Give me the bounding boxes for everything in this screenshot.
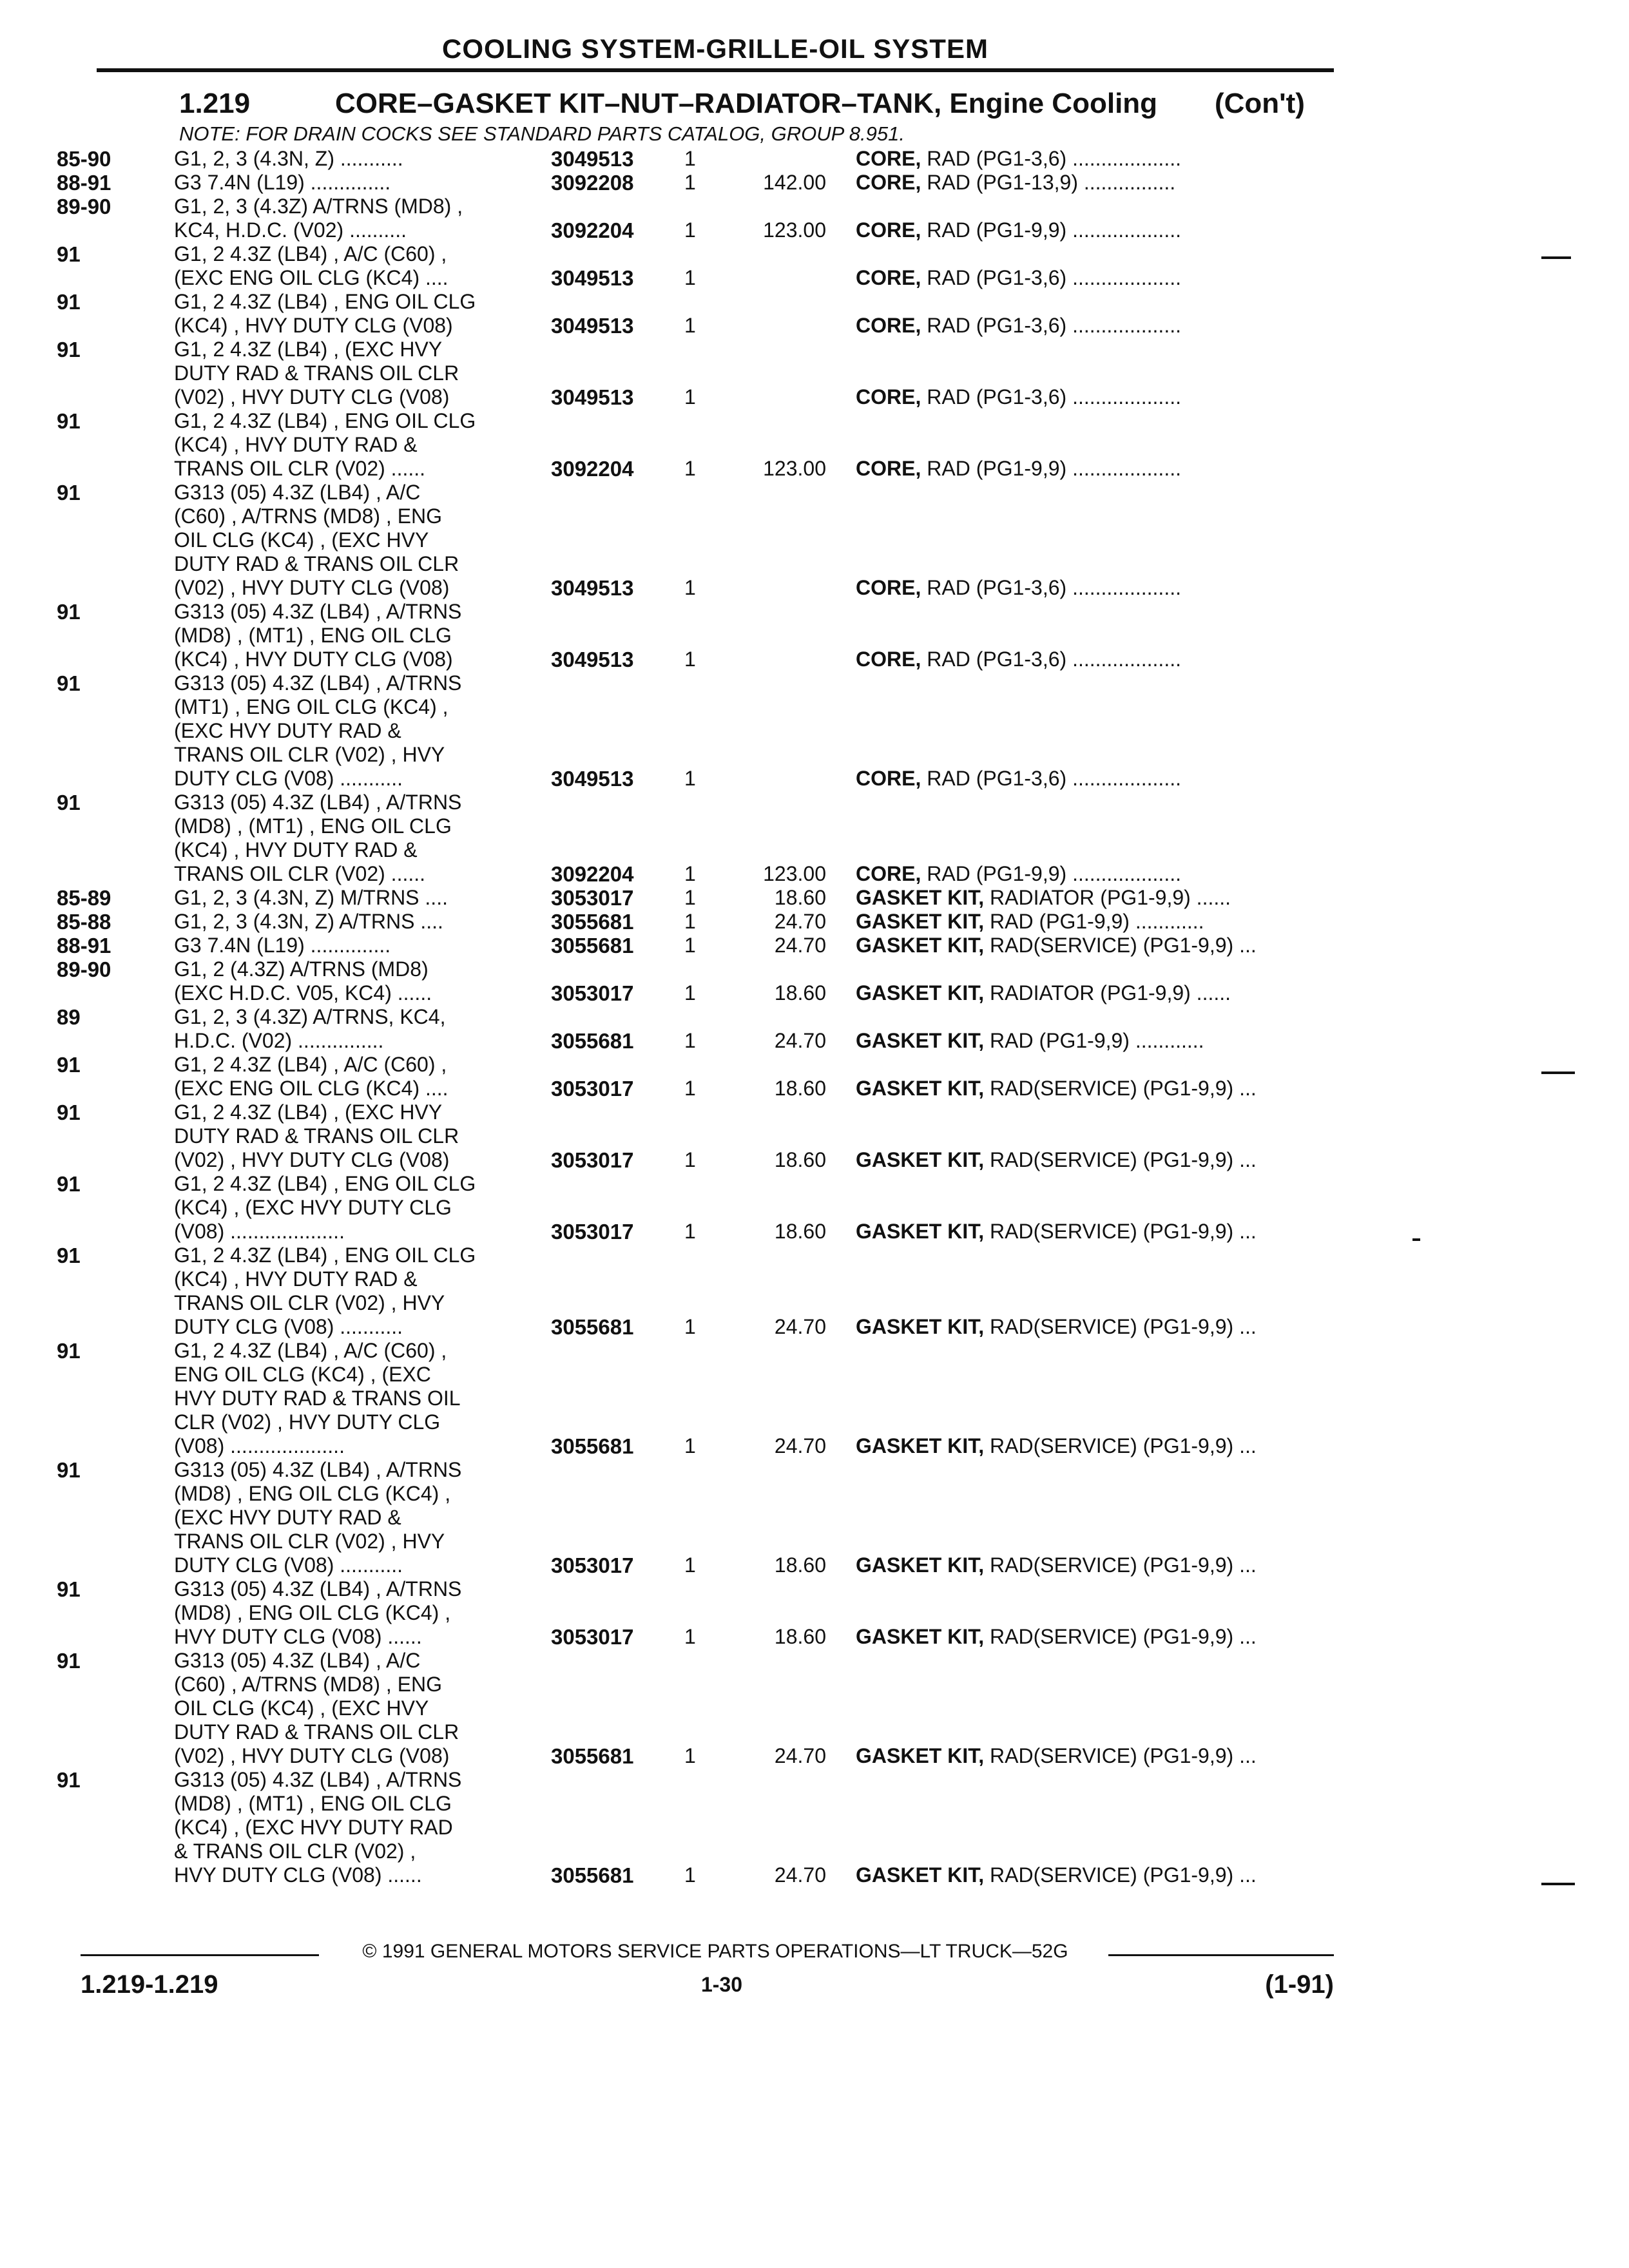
model-year: 91 [57, 1339, 81, 1363]
model-year: 91 [57, 242, 81, 266]
part-name [856, 1148, 1333, 1172]
header-rule [97, 68, 1334, 72]
part-number: 3053017 [551, 1148, 634, 1172]
margin-mark [1412, 1238, 1420, 1241]
model-year: 91 [57, 1577, 81, 1601]
table-row [0, 290, 1629, 338]
quantity: 1 [684, 314, 696, 337]
part-name-detail: RAD (PG1-3,6) ................... [921, 576, 1181, 599]
part-number: 3055681 [551, 910, 634, 934]
part-name [856, 1220, 1333, 1244]
application-description: G313 (05) 4.3Z (LB4) , A/TRNS (MD8) , ENG OIL CLG (KC4) , (EXC HVY DUTY RAD & TRANS OIL CLR (V02) , HVY DUTY CLG (V08) ........... [174, 1458, 462, 1577]
quantity: 1 [684, 218, 696, 242]
model-year: 91 [57, 671, 81, 695]
application-description: G1, 2 4.3Z (LB4) , A/C (C60) , (EXC ENG OIL CLG (KC4) .... [174, 242, 448, 289]
quantity: 1 [684, 266, 696, 289]
part-number: 3053017 [551, 1625, 634, 1649]
part-name-detail: RAD (PG1-9,9) ................... [921, 457, 1181, 480]
part-number: 3055681 [551, 1315, 634, 1339]
part-name-bold: GASKET KIT, [856, 1220, 985, 1243]
price: 24.70 [774, 910, 826, 933]
application-description: G1, 2, 3 (4.3Z) A/TRNS (MD8) , KC4, H.D.C. (V02) .......... [174, 195, 463, 242]
part-name-bold: GASKET KIT, [856, 934, 985, 957]
part-name [856, 147, 1333, 171]
part-name [856, 1077, 1333, 1100]
part-name-bold: GASKET KIT, [856, 981, 985, 1004]
part-name [856, 1625, 1333, 1649]
part-name-bold: CORE, [856, 314, 921, 337]
part-name-bold: CORE, [856, 171, 921, 194]
application-description: G3 7.4N (L19) .............. [174, 171, 391, 194]
part-name-detail: RAD(SERVICE) (PG1-9,9) ... [984, 1553, 1257, 1577]
footer-date: (1-91) [1265, 1970, 1334, 1999]
part-name-detail: RAD (PG1-3,6) ................... [921, 385, 1181, 408]
application-description: G1, 2 (4.3Z) A/TRNS (MD8) (EXC H.D.C. V05, KC4) ...... [174, 957, 432, 1004]
quantity: 1 [684, 1077, 696, 1100]
part-name-bold: CORE, [856, 218, 921, 242]
price: 18.60 [774, 1553, 826, 1577]
quantity: 1 [684, 1625, 696, 1648]
part-name [856, 266, 1333, 290]
model-year: 89 [57, 1005, 81, 1029]
part-number: 3053017 [551, 1220, 634, 1244]
part-name-detail: RAD(SERVICE) (PG1-9,9) ... [984, 1315, 1257, 1338]
table-row [0, 338, 1629, 409]
part-number: 3049513 [551, 385, 634, 409]
quantity: 1 [684, 981, 696, 1004]
model-year: 91 [57, 1053, 81, 1077]
part-name-detail: RAD (PG1-3,6) ................... [921, 648, 1181, 671]
application-description: G1, 2 4.3Z (LB4) , ENG OIL CLG (KC4) , (EXC HVY DUTY CLG (V08) .................... [174, 1172, 476, 1243]
part-number: 3053017 [551, 1077, 634, 1100]
table-row [0, 195, 1629, 242]
part-number: 3055681 [551, 1029, 634, 1053]
application-description: G1, 2 4.3Z (LB4) , ENG OIL CLG (KC4) , HVY DUTY CLG (V08) [174, 290, 476, 337]
price: 18.60 [774, 1220, 826, 1243]
part-name-detail: RAD (PG1-3,6) ................... [921, 767, 1181, 790]
part-name [856, 314, 1333, 338]
price: 142.00 [763, 171, 826, 194]
quantity: 1 [684, 457, 696, 480]
part-name-detail: RAD (PG1-9,9) ................... [921, 862, 1181, 885]
quantity: 1 [684, 934, 696, 957]
part-name [856, 1434, 1333, 1458]
part-name-detail: RAD(SERVICE) (PG1-9,9) ... [984, 1625, 1257, 1648]
page-number: 1-30 [700, 1973, 743, 1996]
model-year: 91 [57, 338, 81, 361]
part-name-bold: GASKET KIT, [856, 1077, 985, 1100]
part-number: 3049513 [551, 576, 634, 600]
quantity: 1 [684, 1434, 696, 1457]
application-description: G313 (05) 4.3Z (LB4) , A/TRNS (MT1) , ENG OIL CLG (KC4) , (EXC HVY DUTY RAD & TRANS OIL CLR (V02) , HVY DUTY CLG (V08) ........... [174, 671, 462, 790]
table-row [0, 147, 1629, 171]
quantity: 1 [684, 862, 696, 885]
model-year: 91 [57, 1768, 81, 1792]
application-description: G1, 2 4.3Z (LB4) , A/C (C60) , (EXC ENG OIL CLG (KC4) .... [174, 1053, 448, 1100]
part-name [856, 1315, 1333, 1339]
part-name [856, 981, 1333, 1005]
table-row [0, 1172, 1629, 1244]
quantity: 1 [684, 576, 696, 599]
application-description: G313 (05) 4.3Z (LB4) , A/C (C60) , A/TRNS (MD8) , ENG OIL CLG (KC4) , (EXC HVY DUTY RAD & TRANS OIL CLR (V02) , HVY DUTY CLG (V08) [174, 1649, 459, 1767]
part-number: 3053017 [551, 981, 634, 1005]
model-year: 88-91 [57, 934, 111, 957]
quantity: 1 [684, 147, 696, 170]
part-number: 3055681 [551, 1863, 634, 1887]
price: 18.60 [774, 886, 826, 909]
part-name-detail: RADIATOR (PG1-9,9) ...... [984, 886, 1231, 909]
application-description: G313 (05) 4.3Z (LB4) , A/C (C60) , A/TRNS (MD8) , ENG OIL CLG (KC4) , (EXC HVY DUTY RAD & TRANS OIL CLR (V02) , HVY DUTY CLG (V08) [174, 481, 459, 599]
footer-rule-left [81, 1954, 319, 1956]
part-name-bold: GASKET KIT, [856, 910, 985, 933]
model-year: 91 [57, 600, 81, 624]
part-number: 3053017 [551, 1553, 634, 1577]
model-year: 85-90 [57, 147, 111, 171]
application-description: G313 (05) 4.3Z (LB4) , A/TRNS (MD8) , (MT1) , ENG OIL CLG (KC4) , (EXC HVY DUTY RAD & TRANS OIL CLR (V02) , HVY DUTY CLG (V08) ...... [174, 1768, 462, 1887]
table-row [0, 171, 1629, 195]
part-name-bold: GASKET KIT, [856, 1863, 985, 1887]
table-row [0, 1649, 1629, 1768]
model-year: 91 [57, 481, 81, 505]
part-name [856, 934, 1333, 957]
part-name [856, 1029, 1333, 1053]
section-continued: (Con't) [1215, 88, 1305, 119]
part-name-bold: GASKET KIT, [856, 1315, 985, 1338]
section-number: 1.219 [179, 88, 251, 119]
part-number: 3049513 [551, 314, 634, 338]
margin-mark [1541, 256, 1571, 259]
part-name [856, 218, 1333, 242]
part-number: 3049513 [551, 266, 634, 290]
table-row [0, 242, 1629, 290]
application-description: G1, 2 4.3Z (LB4) , (EXC HVY DUTY RAD & TRANS OIL CLR (V02) , HVY DUTY CLG (V08) [174, 1100, 459, 1171]
table-row [0, 934, 1629, 957]
part-name-bold: GASKET KIT, [856, 1434, 985, 1457]
table-row [0, 1100, 1629, 1172]
footer-copyright: © 1991 GENERAL MOTORS SERVICE PARTS OPERATIONS—LT TRUCK—52G [362, 1941, 1068, 1962]
part-name-bold: CORE, [856, 648, 921, 671]
part-name [856, 910, 1333, 934]
part-name [856, 385, 1333, 409]
part-name-bold: CORE, [856, 385, 921, 408]
part-name-bold: GASKET KIT, [856, 1625, 985, 1648]
table-row [0, 886, 1629, 910]
part-name-detail: RAD(SERVICE) (PG1-9,9) ... [984, 1744, 1257, 1767]
model-year: 91 [57, 290, 81, 314]
model-year: 85-88 [57, 910, 111, 934]
part-number: 3092204 [551, 457, 634, 481]
part-name [856, 886, 1333, 910]
part-name-bold: CORE, [856, 457, 921, 480]
quantity: 1 [684, 648, 696, 671]
application-description: G1, 2, 3 (4.3Z) A/TRNS, KC4, H.D.C. (V02) ............... [174, 1005, 446, 1052]
part-name [856, 171, 1333, 195]
part-name-detail: RAD(SERVICE) (PG1-9,9) ... [984, 1863, 1257, 1887]
part-number: 3092208 [551, 171, 634, 195]
model-year: 91 [57, 1458, 81, 1482]
table-row [0, 1244, 1629, 1339]
part-name-detail: RAD (PG1-9,9) ............ [984, 1029, 1204, 1052]
price: 123.00 [763, 457, 826, 480]
footer-rule-right [1108, 1954, 1334, 1956]
quantity: 1 [684, 1315, 696, 1338]
part-name [856, 648, 1333, 671]
part-name-detail: RAD(SERVICE) (PG1-9,9) ... [984, 934, 1257, 957]
application-description: G1, 2, 3 (4.3N, Z) ........... [174, 147, 403, 170]
part-number: 3092204 [551, 862, 634, 886]
table-row [0, 481, 1629, 600]
price: 24.70 [774, 1029, 826, 1052]
price: 24.70 [774, 1434, 826, 1457]
table-row [0, 1005, 1629, 1053]
model-year: 91 [57, 791, 81, 814]
price: 24.70 [774, 1863, 826, 1887]
part-name-detail: RAD(SERVICE) (PG1-9,9) ... [984, 1077, 1257, 1100]
part-number: 3049513 [551, 648, 634, 671]
table-row [0, 1339, 1629, 1458]
part-name-detail: RAD(SERVICE) (PG1-9,9) ... [984, 1434, 1257, 1457]
part-name-detail: RAD (PG1-13,9) ................ [921, 171, 1176, 194]
application-description: G1, 2 4.3Z (LB4) , ENG OIL CLG (KC4) , HVY DUTY RAD & TRANS OIL CLR (V02) , HVY DUTY CLG (V08) ........... [174, 1244, 476, 1338]
model-year: 91 [57, 1100, 81, 1124]
part-name-detail: RAD (PG1-3,6) ................... [921, 147, 1181, 170]
price: 123.00 [763, 218, 826, 242]
part-name-bold: CORE, [856, 576, 921, 599]
quantity: 1 [684, 171, 696, 194]
price: 24.70 [774, 1315, 826, 1338]
section-title: CORE–GASKET KIT–NUT–RADIATOR–TANK, Engine Cooling [335, 88, 1158, 119]
part-name-detail: RAD(SERVICE) (PG1-9,9) ... [984, 1148, 1257, 1171]
table-row [0, 671, 1629, 791]
part-name-bold: GASKET KIT, [856, 886, 985, 909]
application-description: G1, 2 4.3Z (LB4) , ENG OIL CLG (KC4) , HVY DUTY RAD & TRANS OIL CLR (V02) ...... [174, 409, 476, 480]
model-year: 91 [57, 409, 81, 433]
price: 18.60 [774, 981, 826, 1004]
table-row [0, 791, 1629, 886]
table-row [0, 600, 1629, 671]
table-row [0, 1768, 1629, 1887]
model-year: 91 [57, 1172, 81, 1196]
part-name [856, 1744, 1333, 1768]
part-name-bold: GASKET KIT, [856, 1029, 985, 1052]
part-name [856, 767, 1333, 791]
margin-mark [1541, 1883, 1575, 1885]
part-name [856, 1553, 1333, 1577]
part-name-bold: GASKET KIT, [856, 1744, 985, 1767]
part-name-detail: RAD (PG1-3,6) ................... [921, 266, 1181, 289]
model-year: 88-91 [57, 171, 111, 195]
price: 18.60 [774, 1625, 826, 1648]
part-name-detail: RAD (PG1-9,9) ................... [921, 218, 1181, 242]
application-description: G1, 2 4.3Z (LB4) , A/C (C60) , ENG OIL CLG (KC4) , (EXC HVY DUTY RAD & TRANS OIL CLR (V02) , HVY DUTY CLG (V08) .................... [174, 1339, 461, 1457]
quantity: 1 [684, 1220, 696, 1243]
model-year: 91 [57, 1244, 81, 1267]
application-description: G3 7.4N (L19) .............. [174, 934, 391, 957]
part-number: 3055681 [551, 934, 634, 957]
part-number: 3049513 [551, 767, 634, 791]
quantity: 1 [684, 1148, 696, 1171]
part-name [856, 862, 1333, 886]
part-number: 3049513 [551, 147, 634, 171]
part-number: 3055681 [551, 1434, 634, 1458]
part-name-bold: CORE, [856, 147, 921, 170]
application-description: G1, 2, 3 (4.3N, Z) A/TRNS .... [174, 910, 443, 933]
table-row [0, 1458, 1629, 1577]
part-name-bold: GASKET KIT, [856, 1148, 985, 1171]
part-name-detail: RADIATOR (PG1-9,9) ...... [984, 981, 1231, 1004]
application-description: G313 (05) 4.3Z (LB4) , A/TRNS (MD8) , (MT1) , ENG OIL CLG (KC4) , HVY DUTY CLG (V08) [174, 600, 462, 671]
application-description: G1, 2, 3 (4.3N, Z) M/TRNS .... [174, 886, 448, 909]
part-name-detail: RAD (PG1-3,6) ................... [921, 314, 1181, 337]
quantity: 1 [684, 1029, 696, 1052]
part-name [856, 576, 1333, 600]
table-row [0, 1053, 1629, 1100]
part-name [856, 457, 1333, 481]
parts-list [0, 147, 1629, 1887]
part-number: 3053017 [551, 886, 634, 910]
part-number: 3092204 [551, 218, 634, 242]
quantity: 1 [684, 1744, 696, 1767]
margin-mark [1541, 1072, 1575, 1074]
quantity: 1 [684, 1863, 696, 1887]
footer-section-range: 1.219-1.219 [81, 1970, 218, 1999]
table-row [0, 1577, 1629, 1649]
quantity: 1 [684, 910, 696, 933]
price: 18.60 [774, 1077, 826, 1100]
price: 18.60 [774, 1148, 826, 1171]
table-row [0, 957, 1629, 1005]
part-name-detail: RAD (PG1-9,9) ............ [984, 910, 1204, 933]
page-title: COOLING SYSTEM-GRILLE-OIL SYSTEM [442, 34, 988, 64]
quantity: 1 [684, 767, 696, 790]
quantity: 1 [684, 1553, 696, 1577]
model-year: 89-90 [57, 957, 111, 981]
part-name-detail: RAD(SERVICE) (PG1-9,9) ... [984, 1220, 1257, 1243]
model-year: 91 [57, 1649, 81, 1673]
price: 123.00 [763, 862, 826, 885]
price: 24.70 [774, 1744, 826, 1767]
part-name [856, 1863, 1333, 1887]
part-number: 3055681 [551, 1744, 634, 1768]
price: 24.70 [774, 934, 826, 957]
part-name-bold: CORE, [856, 767, 921, 790]
part-name-bold: CORE, [856, 862, 921, 885]
model-year: 89-90 [57, 195, 111, 218]
application-description: G313 (05) 4.3Z (LB4) , A/TRNS (MD8) , ENG OIL CLG (KC4) , HVY DUTY CLG (V08) ...... [174, 1577, 462, 1648]
quantity: 1 [684, 886, 696, 909]
model-year: 85-89 [57, 886, 111, 910]
part-name-bold: GASKET KIT, [856, 1553, 985, 1577]
section-note: NOTE: FOR DRAIN COCKS SEE STANDARD PARTS CATALOG, GROUP 8.951. [179, 122, 905, 145]
application-description: G313 (05) 4.3Z (LB4) , A/TRNS (MD8) , (MT1) , ENG OIL CLG (KC4) , HVY DUTY RAD & TRANS OIL CLR (V02) ...... [174, 791, 462, 885]
table-row [0, 910, 1629, 934]
part-name-bold: CORE, [856, 266, 921, 289]
application-description: G1, 2 4.3Z (LB4) , (EXC HVY DUTY RAD & TRANS OIL CLR (V02) , HVY DUTY CLG (V08) [174, 338, 459, 408]
quantity: 1 [684, 385, 696, 408]
table-row [0, 409, 1629, 481]
